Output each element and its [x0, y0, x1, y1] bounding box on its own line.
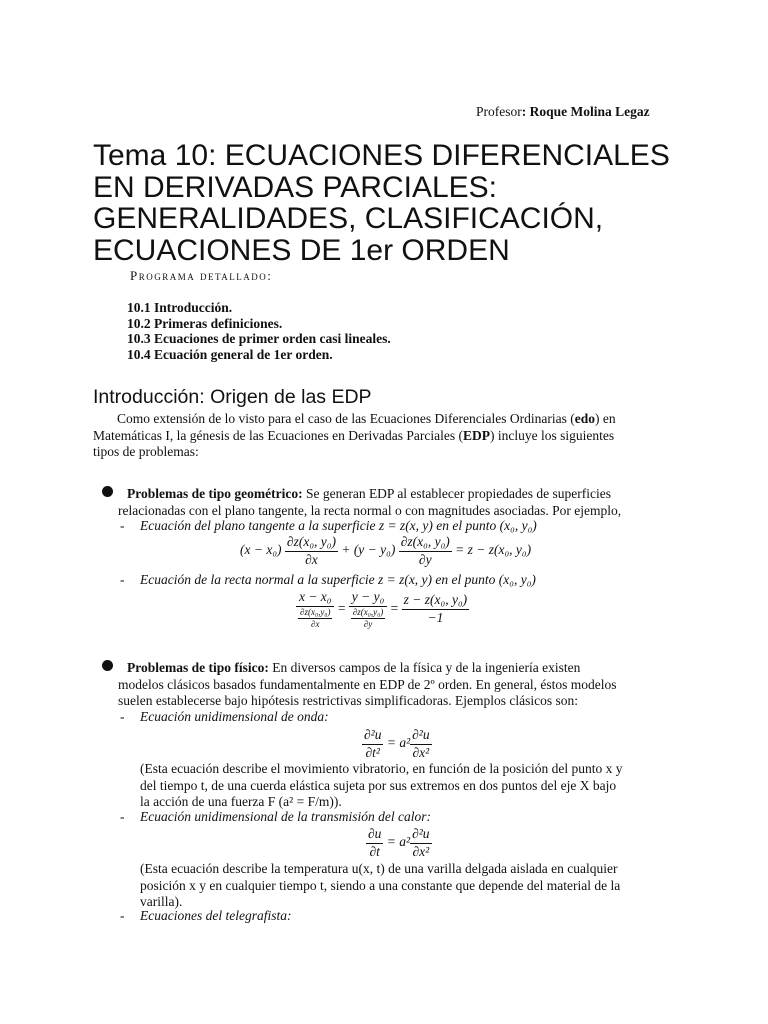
fis-title: Problemas de tipo físico: [127, 660, 269, 675]
equation-tangent-plane: (x − x₀) $\frac{\text{∂z(x₀, y₀)}}{\partial x}$ + (y − y₀) $\frac{\text{∂z(x₀, y₀)}}{\partial y}$ = z − z(x₀, y₀) [240, 534, 532, 567]
title-line-4: ECUACIONES DE 1er ORDEN [93, 233, 510, 267]
author-line [476, 104, 650, 121]
profesor-name: : Roque Molina Legaz [521, 104, 650, 119]
geom-item-1: Ecuación del plano tangente a la superficie z = z(x, y) en el punto (x₀, y₀) [140, 518, 537, 533]
fis-item-2: Ecuación unidimensional de la transmisión del calor: [140, 809, 431, 824]
title-line-2: EN DERIVADAS PARCIALES: [93, 170, 498, 204]
programa-heading: Programa detallado: [130, 268, 273, 283]
geom-title: Problemas de tipo geométrico: [127, 486, 303, 501]
programa-item: 10.1 Introducción. [127, 300, 233, 315]
section-heading: Introducción: Origen de las EDP [93, 386, 372, 408]
programa-item: 10.2 Primeras definiciones. [127, 315, 283, 331]
dash: - [120, 809, 125, 824]
fis-paragraph: Problemas de tipo físico: En diversos campos de la física y de la ingeniería existen modelos clásicos basados fundamentalmente en EDP de 2º orden. En general, éstos modelos suelen establecerse bajo hipótesis restrictivas simplificadoras. Ejemplos clásicos son: [118, 660, 617, 708]
page-title [93, 140, 670, 266]
title-line-3: GENERALIDADES, CLASIFICACIÓN, [93, 202, 604, 235]
fis-item-3: Ecuaciones del telegrafista: [140, 908, 292, 923]
bullet-icon [102, 486, 113, 497]
geom-paragraph: Problemas de tipo geométrico: Se generan EDP al establecer propiedades de superficies relacionadas con el plano tangente, la recta normal o con magnitudes asociadas. Por ejemplo, [118, 486, 622, 518]
equation-normal-line: $\frac{\text{x − x₀}}{\frac{\text{∂z(x₀,y₀)}}{\partial x}}$ = $\frac{\text{y − y₀}}{\frac{\text{∂z(x₀,y₀)}}{\partial y}}$ = $\frac{\text{z − z(x₀, y₀)}}{-1}$ [296, 589, 469, 630]
programa-item: 10.3 Ecuaciones de primer orden casi lineales. [127, 331, 391, 346]
dash: - [120, 908, 125, 923]
equation-heat: $\frac{\partial u}{\partial t}$ = a² $\frac{\text{∂²u}}{\text{∂x²}}$ [368, 826, 430, 859]
heat-description: (Esta ecuación describe la temperatura u(x, t) de una varilla delgada aislada en cualquier posición x y en cualquier tiempo t, siendo a una constante que depende del material de la varilla). [140, 861, 621, 909]
geom-item-2: Ecuación de la recta normal a la superficie z = z(x, y) en el punto (x₀, y₀) [140, 572, 536, 587]
dash: - [120, 709, 125, 724]
title-line-1: Tema 10: ECUACIONES DIFERENCIALES [93, 139, 670, 172]
programa-item: 10.4 Ecuación general de 1er orden. [127, 346, 333, 362]
fis-item-1: Ecuación unidimensional de onda: [140, 709, 329, 724]
equation-wave: $\frac{\text{∂²u}}{\text{∂t²}}$ = a² $\frac{\text{∂²u}}{\text{∂x²}}$ [364, 727, 430, 760]
profesor-label: Profesor [476, 104, 522, 119]
bullet-icon [102, 660, 113, 671]
dash: - [120, 572, 125, 587]
intro-paragraph: Como extensión de lo visto para el caso de las Ecuaciones Diferenciales Ordinarias (edo) en Matemáticas I, la génesis de las Ecuaciones en Derivadas Parciales (EDP) incluye los siguientes tipos de problemas: [93, 411, 616, 459]
dash: - [120, 518, 125, 533]
programa-list [127, 300, 391, 362]
edo-abbr: edo [574, 411, 595, 426]
edp-abbr: EDP [462, 427, 490, 443]
wave-description: (Esta ecuación describe el movimiento vibratorio, en función de la posición del punto x y del tiempo t, de una cuerda elástica sujeta por sus extremos en dos puntos del eje X bajo la acción de una fuerza F (a² = F/m)). [140, 761, 623, 809]
